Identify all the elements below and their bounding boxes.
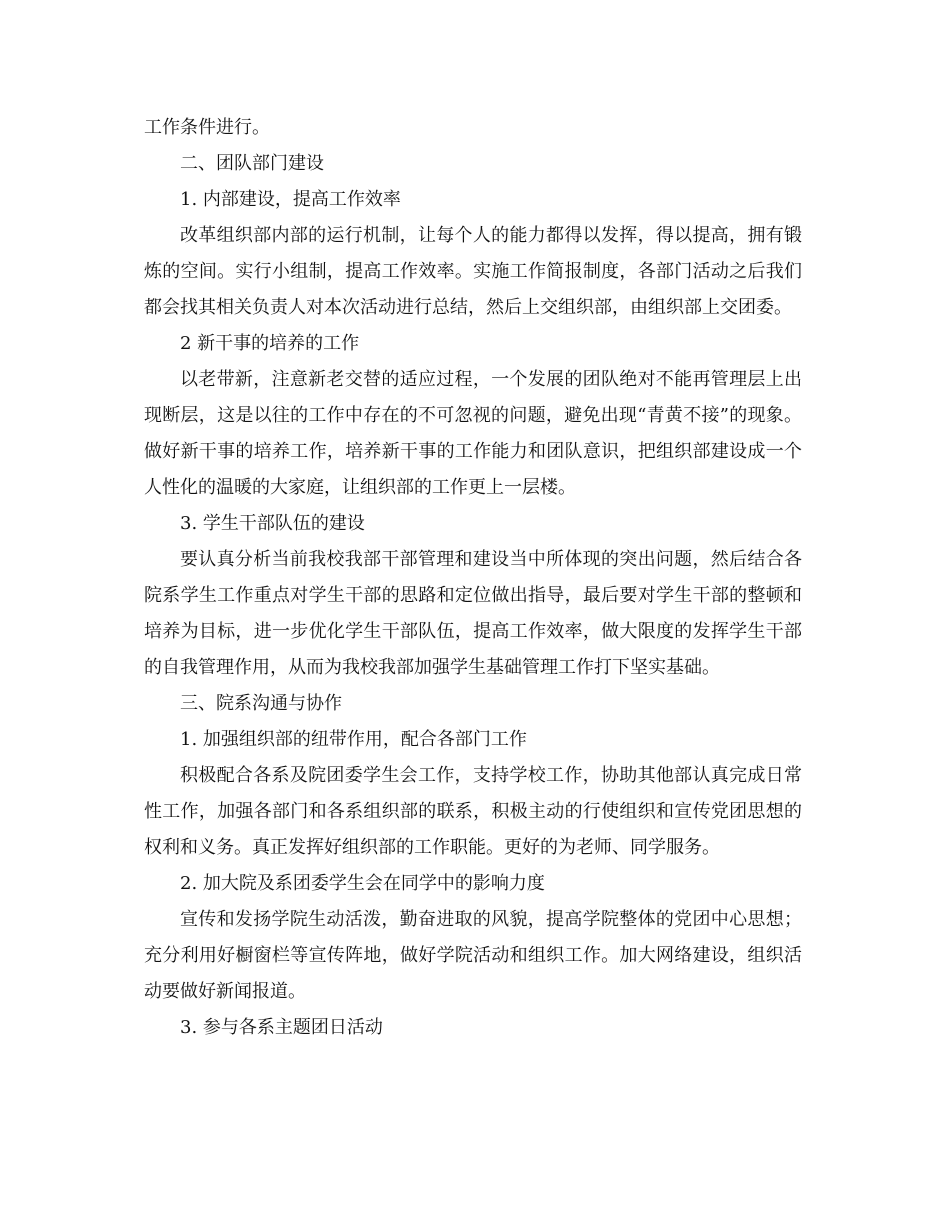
subheading-internal-building: 1. 内部建设，提高工作效率 (180, 189, 401, 210)
body-paragraph: 积极配合各系及院团委学生会工作，支持学校工作，协助其他部认真完成日常性工作，加强各部门和各系组织部的联系，积极主动的行使组织和宣传党团思想的权利和义务。真正发挥好组织部的工作职能。更好的为老师、同学服务。 (144, 765, 802, 858)
body-paragraph: 要认真分析当前我校我部干部管理和建设当中所体现的突出问题，然后结合各院系学生工作重点对学生干部的思路和定位做出指导，最后要对学生干部的整顿和培养为目标，进一步优化学生干部队伍，提高工作效率，做大限度的发挥学生干部的自我管理作用，从而为我校我部加强学生基础管理工作打下坚实基础。 (144, 549, 802, 678)
subheading-new-staff-training: 2 新干事的培养的工作 (180, 333, 360, 354)
subheading-student-cadre-team: 3. 学生干部队伍的建设 (180, 513, 365, 534)
body-paragraph: 以老带新，注意新老交替的适应过程，一个发展的团队绝对不能再管理层上出现断层，这是以往的工作中存在的不可忽视的问题，避免出现“青黄不接”的现象。做好新干事的培养工作，培养新干事的工作能力和团队意识，把组织部建设成一个人性化的温暖的大家庭，让组织部的工作更上一层楼。 (144, 369, 802, 498)
subheading-increase-influence: 2. 加大院及系团委学生会在同学中的影响力度 (180, 873, 545, 894)
subheading-theme-league-day: 3. 参与各系主题团日活动 (180, 1017, 383, 1038)
body-paragraph: 宣传和发扬学院生动活泼，勤奋进取的风貌，提高学院整体的党团中心思想；充分利用好橱窗栏等宣传阵地，做好学院活动和组织工作。加大网络建设，组织活动要做好新闻报道。 (144, 909, 802, 1002)
body-paragraph: 改革组织部内部的运行机制，让每个人的能力都得以发挥，得以提高，拥有锻炼的空间。实行小组制，提高工作效率。实施工作简报制度，各部门活动之后我们都会找其相关负责人对本次活动进行总结，然后上交组织部，由组织部上交团委。 (144, 225, 802, 318)
document-page (144, 110, 802, 1046)
section-heading-department-communication: 三、院系沟通与协作 (180, 693, 342, 714)
paragraph-continuation: 工作条件进行。 (144, 117, 270, 138)
section-heading-team-building: 二、团队部门建设 (180, 153, 324, 174)
subheading-strengthen-link-role: 1. 加强组织部的纽带作用，配合各部门工作 (180, 729, 527, 750)
